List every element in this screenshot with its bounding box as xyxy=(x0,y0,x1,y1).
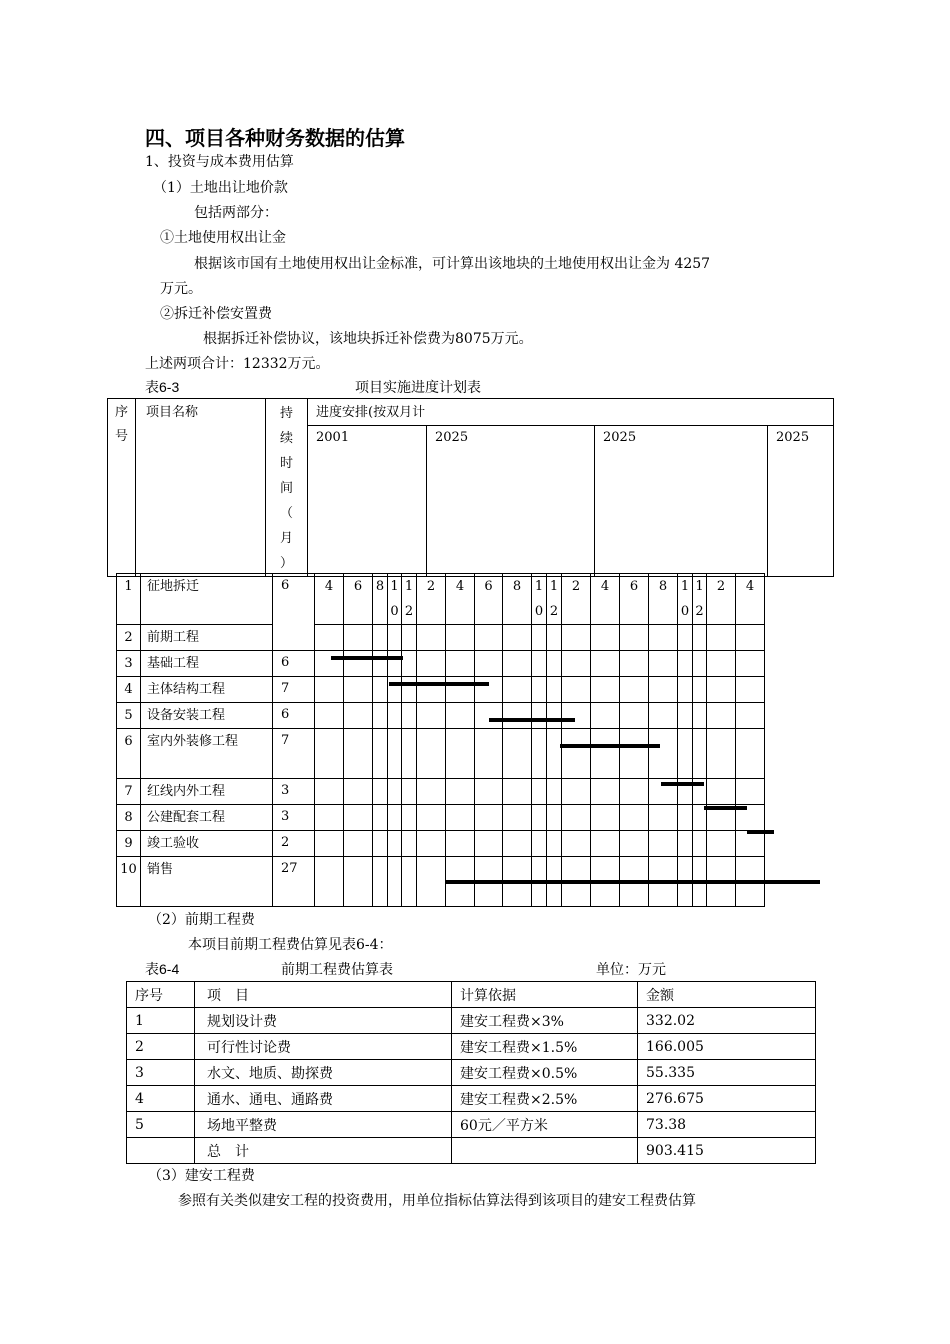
row-seq: 8 xyxy=(117,805,141,831)
schedule-cell xyxy=(388,779,402,805)
cost-cell xyxy=(127,1138,195,1164)
cost-cell: 166.005 xyxy=(638,1034,816,1060)
cost-cell: 总 计 xyxy=(195,1138,452,1164)
table-6-4-title: 前期工程费估算表 xyxy=(281,962,393,978)
month-header: 6 xyxy=(344,574,373,625)
duration-header-char: ） xyxy=(279,556,293,571)
subsection-1-intro: 包括两部分： xyxy=(194,205,278,221)
month-header: 10 xyxy=(388,574,402,625)
schedule-cell xyxy=(736,831,765,857)
schedule-cell xyxy=(562,677,591,703)
row-duration: 3 xyxy=(273,779,315,805)
schedule-cell xyxy=(620,703,649,729)
row-seq: 7 xyxy=(117,779,141,805)
duration-header-char: 月 xyxy=(279,531,293,546)
schedule-cell xyxy=(547,779,562,805)
row-duration: 6 xyxy=(273,651,315,677)
schedule-cell xyxy=(446,651,475,677)
row-duration: 27 xyxy=(273,857,315,907)
row-duration: 7 xyxy=(273,677,315,703)
month-header: 2 xyxy=(707,574,736,625)
schedule-cell xyxy=(503,651,532,677)
schedule-cell xyxy=(446,677,475,703)
row-name: 主体结构工程 xyxy=(141,677,273,703)
schedule-cell xyxy=(373,779,388,805)
gantt-bar xyxy=(560,744,660,748)
schedule-cell xyxy=(402,805,417,831)
schedule-row xyxy=(117,831,765,857)
month-header: 10 xyxy=(678,574,693,625)
schedule-cell xyxy=(344,805,373,831)
month-header: 4 xyxy=(446,574,475,625)
schedule-cell xyxy=(388,703,402,729)
schedule-cell xyxy=(446,625,475,651)
month-header: 12 xyxy=(693,574,707,625)
schedule-cell xyxy=(693,651,707,677)
duration-header-char: 持 xyxy=(279,406,293,421)
schedule-cell xyxy=(315,651,344,677)
schedule-cell xyxy=(562,729,591,779)
schedule-cell xyxy=(532,677,547,703)
schedule-cell xyxy=(547,805,562,831)
schedule-cell xyxy=(591,625,620,651)
schedule-cell xyxy=(503,729,532,779)
schedule-cell xyxy=(475,805,503,831)
schedule-cell xyxy=(707,651,736,677)
schedule-cell xyxy=(417,779,446,805)
schedule-cell xyxy=(344,857,373,907)
row-duration: 6 xyxy=(273,703,315,729)
schedule-cell xyxy=(388,805,402,831)
schedule-cell xyxy=(373,805,388,831)
schedule-cell xyxy=(402,703,417,729)
cost-header-cell: 项 目 xyxy=(195,982,452,1008)
section-heading: 四、项目各种财务数据的估算 xyxy=(145,126,405,150)
gantt-bar xyxy=(389,682,489,686)
schedule-cell xyxy=(693,703,707,729)
schedule-cell xyxy=(475,703,503,729)
schedule-cell xyxy=(315,625,344,651)
duration-header-char: 间 xyxy=(279,481,293,496)
item-1-text: 根据该市国有土地使用权出让金标准，可计算出该地块的土地使用权出让金为 4257 xyxy=(194,256,711,272)
cost-cell: 建安工程费×2.5% xyxy=(452,1086,638,1112)
schedule-cell xyxy=(475,831,503,857)
schedule-cell xyxy=(649,625,678,651)
cost-row xyxy=(127,1060,816,1086)
month-header: 4 xyxy=(591,574,620,625)
schedule-cell xyxy=(693,677,707,703)
row-duration: 7 xyxy=(273,729,315,779)
schedule-cell xyxy=(446,703,475,729)
schedule-cell xyxy=(693,625,707,651)
cost-cell: 60元／平方米 xyxy=(452,1112,638,1138)
month-header: 10 xyxy=(532,574,547,625)
schedule-cell xyxy=(475,651,503,677)
duration-header-char: （ xyxy=(279,506,293,521)
schedule-cell xyxy=(532,729,547,779)
row-name: 基础工程 xyxy=(141,651,273,677)
schedule-cell xyxy=(402,729,417,779)
schedule-cell xyxy=(591,677,620,703)
schedule-row xyxy=(117,574,765,625)
cost-row xyxy=(127,1086,816,1112)
schedule-cell xyxy=(562,831,591,857)
schedule-cell xyxy=(373,625,388,651)
schedule-cell xyxy=(591,805,620,831)
schedule-cell xyxy=(315,677,344,703)
schedule-row xyxy=(117,651,765,677)
schedule-cell xyxy=(620,625,649,651)
schedule-header: 进度安排(按双月计 xyxy=(308,399,834,426)
schedule-cell xyxy=(344,703,373,729)
schedule-cell xyxy=(707,677,736,703)
schedule-cell xyxy=(344,625,373,651)
row-name: 红线内外工程 xyxy=(141,779,273,805)
schedule-cell xyxy=(315,729,344,779)
schedule-cell xyxy=(591,703,620,729)
schedule-cell xyxy=(547,651,562,677)
schedule-cell xyxy=(562,625,591,651)
schedule-cell xyxy=(417,857,446,907)
cost-cell: 1 xyxy=(127,1008,195,1034)
table-6-4-unit: 单位：万元 xyxy=(596,962,666,978)
schedule-cell xyxy=(620,729,649,779)
row-name: 征地拆迁 xyxy=(141,574,273,625)
cost-cell: 场地平整费 xyxy=(195,1112,452,1138)
schedule-cell xyxy=(707,779,736,805)
schedule-cell xyxy=(620,651,649,677)
row-name: 设备安装工程 xyxy=(141,703,273,729)
schedule-cell xyxy=(402,625,417,651)
schedule-cell xyxy=(707,625,736,651)
cost-cell: 4 xyxy=(127,1086,195,1112)
schedule-cell xyxy=(503,779,532,805)
schedule-cell xyxy=(591,651,620,677)
schedule-cell xyxy=(417,805,446,831)
subsection-2-title: （2）前期工程费 xyxy=(148,912,255,928)
schedule-cell xyxy=(503,703,532,729)
schedule-cell xyxy=(344,831,373,857)
item-2-title: ②拆迁补偿安置费 xyxy=(160,306,272,322)
schedule-cell xyxy=(532,625,547,651)
schedule-cell xyxy=(649,651,678,677)
schedule-cell xyxy=(402,779,417,805)
cost-cell: 建安工程费×0.5% xyxy=(452,1060,638,1086)
cost-cell: 建安工程费×1.5% xyxy=(452,1034,638,1060)
schedule-cell xyxy=(562,779,591,805)
schedule-cell xyxy=(344,729,373,779)
schedule-cell xyxy=(693,729,707,779)
item-1-title: ①土地使用权出让金 xyxy=(160,230,286,246)
schedule-cell xyxy=(315,831,344,857)
schedule-cell xyxy=(373,857,388,907)
schedule-cell xyxy=(547,677,562,703)
gantt-bar xyxy=(331,656,403,660)
schedule-cell xyxy=(417,729,446,779)
schedule-cell xyxy=(344,779,373,805)
month-header: 8 xyxy=(373,574,388,625)
month-header: 12 xyxy=(402,574,417,625)
row-seq: 3 xyxy=(117,651,141,677)
seq-header: 序号 xyxy=(108,399,136,577)
schedule-cell xyxy=(562,805,591,831)
schedule-cell xyxy=(402,651,417,677)
cost-cell: 55.335 xyxy=(638,1060,816,1086)
item-1-text-cont: 万元。 xyxy=(160,281,202,297)
gantt-bar xyxy=(489,718,575,722)
year-header: 2025 xyxy=(768,425,834,576)
schedule-cell xyxy=(532,831,547,857)
schedule-header-table xyxy=(107,398,834,577)
cost-cell: 3 xyxy=(127,1060,195,1086)
schedule-cell xyxy=(562,651,591,677)
month-header: 4 xyxy=(736,574,765,625)
cost-row xyxy=(127,1008,816,1034)
subsection-3-title: （3）建安工程费 xyxy=(148,1168,255,1184)
schedule-cell xyxy=(388,677,402,703)
schedule-cell xyxy=(475,677,503,703)
gantt-bar xyxy=(661,782,704,786)
schedule-cell xyxy=(591,779,620,805)
cost-header-cell: 计算依据 xyxy=(452,982,638,1008)
row-name: 销售 xyxy=(141,857,273,907)
schedule-cell xyxy=(678,677,693,703)
schedule-cell xyxy=(417,831,446,857)
schedule-cell xyxy=(547,831,562,857)
schedule-cell xyxy=(620,677,649,703)
schedule-cell xyxy=(678,831,693,857)
schedule-cell xyxy=(475,625,503,651)
schedule-cell xyxy=(373,831,388,857)
schedule-cell xyxy=(475,729,503,779)
schedule-cell xyxy=(315,805,344,831)
item-2-text: 根据拆迁补偿协议，该地块拆迁补偿费为8075万元。 xyxy=(203,331,533,347)
schedule-cell xyxy=(417,677,446,703)
schedule-cell xyxy=(402,857,417,907)
schedule-cell xyxy=(736,779,765,805)
schedule-cell xyxy=(532,805,547,831)
total-text: 上述两项合计：12332万元。 xyxy=(145,356,330,372)
schedule-cell xyxy=(547,625,562,651)
gantt-bar xyxy=(446,880,820,884)
schedule-cell xyxy=(388,831,402,857)
schedule-cell xyxy=(503,677,532,703)
schedule-cell xyxy=(562,703,591,729)
schedule-cell xyxy=(417,651,446,677)
schedule-cell xyxy=(707,729,736,779)
row-seq: 1 xyxy=(117,574,141,625)
cost-cell: 通水、通电、通路费 xyxy=(195,1086,452,1112)
cost-cell: 73.38 xyxy=(638,1112,816,1138)
schedule-row xyxy=(117,677,765,703)
schedule-cell xyxy=(373,677,388,703)
schedule-cell xyxy=(532,703,547,729)
cost-cell: 建安工程费×3% xyxy=(452,1008,638,1034)
schedule-cell xyxy=(591,729,620,779)
schedule-cell xyxy=(417,703,446,729)
schedule-body-table xyxy=(116,573,765,907)
schedule-cell xyxy=(620,805,649,831)
schedule-cell xyxy=(649,729,678,779)
schedule-cell xyxy=(736,651,765,677)
row-duration: 2 xyxy=(273,831,315,857)
schedule-cell xyxy=(446,779,475,805)
schedule-cell xyxy=(678,805,693,831)
schedule-cell xyxy=(388,857,402,907)
subsection-1-title: （1）土地出让地价款 xyxy=(153,180,288,196)
schedule-cell xyxy=(373,651,388,677)
gantt-bar xyxy=(704,806,747,810)
row-seq: 5 xyxy=(117,703,141,729)
schedule-cell xyxy=(649,831,678,857)
schedule-cell xyxy=(678,625,693,651)
month-header: 12 xyxy=(547,574,562,625)
schedule-cell xyxy=(678,651,693,677)
schedule-cell xyxy=(649,677,678,703)
schedule-cell xyxy=(388,651,402,677)
row-duration: 6 xyxy=(273,574,315,651)
cost-row xyxy=(127,1138,816,1164)
schedule-cell xyxy=(591,831,620,857)
year-header: 2001 xyxy=(308,425,427,576)
month-header: 6 xyxy=(475,574,503,625)
cost-header-cell: 金额 xyxy=(638,982,816,1008)
schedule-cell xyxy=(736,625,765,651)
schedule-cell xyxy=(315,857,344,907)
row-seq: 4 xyxy=(117,677,141,703)
schedule-cell xyxy=(315,703,344,729)
schedule-cell xyxy=(693,831,707,857)
schedule-cell xyxy=(475,779,503,805)
table-6-3-title: 项目实施进度计划表 xyxy=(355,380,481,396)
schedule-cell xyxy=(402,831,417,857)
cost-cell: 903.415 xyxy=(638,1138,816,1164)
schedule-cell xyxy=(649,805,678,831)
cost-cell: 276.675 xyxy=(638,1086,816,1112)
section-1-title: 1、投资与成本费用估算 xyxy=(145,154,294,170)
month-header: 4 xyxy=(315,574,344,625)
year-header: 2025 xyxy=(427,425,595,576)
schedule-cell xyxy=(707,703,736,729)
schedule-row xyxy=(117,729,765,779)
schedule-cell xyxy=(620,831,649,857)
schedule-cell xyxy=(388,625,402,651)
cost-cell: 规划设计费 xyxy=(195,1008,452,1034)
cost-table xyxy=(126,981,816,1164)
month-header: 8 xyxy=(503,574,532,625)
row-seq: 10 xyxy=(117,857,141,907)
schedule-cell xyxy=(736,677,765,703)
duration-header xyxy=(266,399,308,577)
cost-cell xyxy=(452,1138,638,1164)
row-name: 前期工程 xyxy=(141,625,273,651)
row-name: 室内外装修工程 xyxy=(141,729,273,779)
schedule-row xyxy=(117,625,765,651)
schedule-cell xyxy=(707,831,736,857)
schedule-cell xyxy=(344,677,373,703)
gantt-bar xyxy=(747,830,774,834)
schedule-cell xyxy=(402,677,417,703)
row-seq: 6 xyxy=(117,729,141,779)
cost-cell: 5 xyxy=(127,1112,195,1138)
subsection-2-text: 本项目前期工程费估算见表6-4： xyxy=(188,937,393,953)
cost-cell: 可行性讨论费 xyxy=(195,1034,452,1060)
schedule-cell xyxy=(532,651,547,677)
schedule-cell xyxy=(373,729,388,779)
schedule-cell xyxy=(315,779,344,805)
cost-row xyxy=(127,1112,816,1138)
subsection-3-text: 参照有关类似建安工程的投资费用，用单位指标估算法得到该项目的建安工程费估算 xyxy=(178,1193,696,1209)
cost-header-row xyxy=(127,982,816,1008)
schedule-cell xyxy=(678,703,693,729)
cost-cell: 332.02 xyxy=(638,1008,816,1034)
schedule-cell xyxy=(649,703,678,729)
month-header: 2 xyxy=(417,574,446,625)
cost-cell: 2 xyxy=(127,1034,195,1060)
schedule-cell xyxy=(373,703,388,729)
duration-header-char: 时 xyxy=(279,456,293,471)
duration-header-char: 续 xyxy=(279,431,293,446)
row-duration: 3 xyxy=(273,805,315,831)
schedule-cell xyxy=(503,805,532,831)
row-seq: 9 xyxy=(117,831,141,857)
cost-row xyxy=(127,1034,816,1060)
schedule-cell xyxy=(388,729,402,779)
row-name: 竣工验收 xyxy=(141,831,273,857)
schedule-cell xyxy=(446,831,475,857)
schedule-cell xyxy=(446,805,475,831)
schedule-cell xyxy=(620,779,649,805)
schedule-cell xyxy=(532,779,547,805)
name-header: 项目名称 xyxy=(136,399,266,577)
month-header: 8 xyxy=(649,574,678,625)
schedule-cell xyxy=(736,729,765,779)
schedule-row xyxy=(117,805,765,831)
month-header: 2 xyxy=(562,574,591,625)
row-name: 公建配套工程 xyxy=(141,805,273,831)
schedule-cell xyxy=(736,703,765,729)
year-header: 2025 xyxy=(595,425,768,576)
schedule-cell xyxy=(344,651,373,677)
cost-cell: 水文、地质、勘探费 xyxy=(195,1060,452,1086)
month-header: 6 xyxy=(620,574,649,625)
row-seq: 2 xyxy=(117,625,141,651)
schedule-cell xyxy=(503,625,532,651)
schedule-row xyxy=(117,703,765,729)
schedule-cell xyxy=(547,703,562,729)
schedule-cell xyxy=(417,625,446,651)
schedule-cell xyxy=(678,729,693,779)
schedule-cell xyxy=(547,729,562,779)
schedule-cell xyxy=(446,729,475,779)
table-6-3-label: 表6-3 xyxy=(145,379,180,395)
cost-header-cell: 序号 xyxy=(127,982,195,1008)
schedule-cell xyxy=(503,831,532,857)
table-6-4-label: 表6-4 xyxy=(145,961,180,977)
